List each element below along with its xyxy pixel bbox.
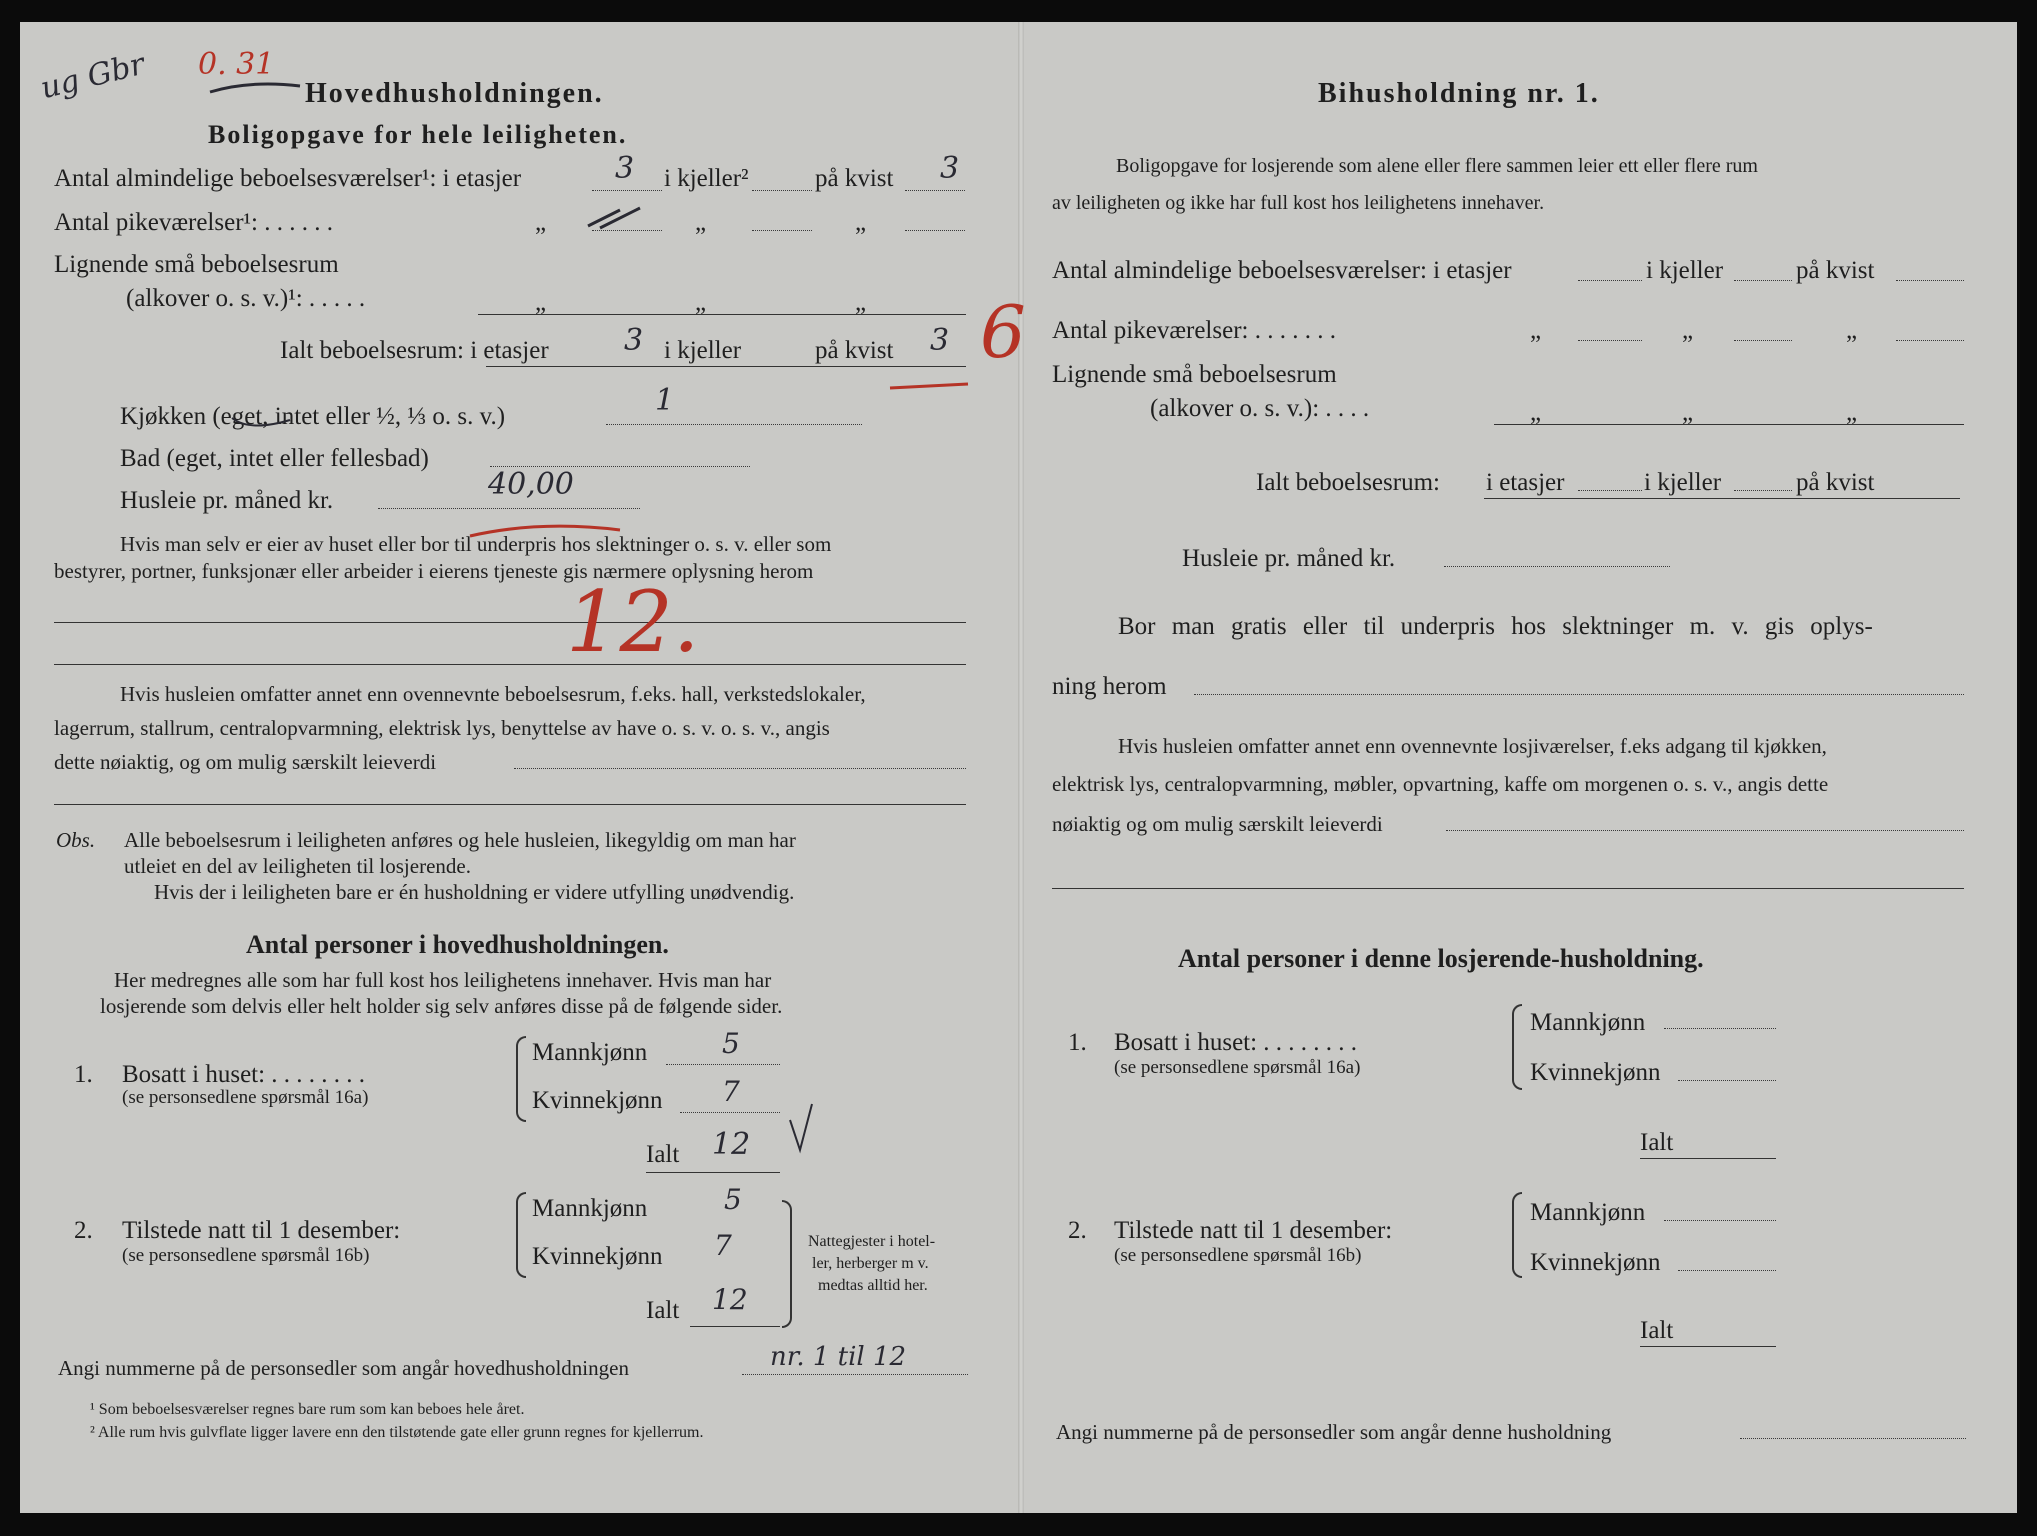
right-q1-number: 1.	[1068, 1029, 1087, 1056]
ditto-mark: „	[695, 289, 707, 316]
right-total-attic-label: på kvist	[1796, 469, 1875, 496]
ditto-mark: „	[1846, 399, 1858, 426]
numbers-label: Angi nummerne på de personsedler som angår hovedhusholdningen	[58, 1356, 629, 1380]
q2-number: 2.	[74, 1217, 93, 1244]
red-twelve-note: 12.	[566, 573, 700, 671]
right-rent-label: Husleie pr. måned kr.	[1182, 545, 1396, 572]
handwritten-corner-note: ug Gbr	[37, 46, 149, 107]
rooms-attic-label: på kvist	[815, 165, 894, 192]
right-gratis-line2: ning herom	[1052, 673, 1167, 700]
rooms-attic-value: 3	[940, 151, 960, 186]
ditto-mark: „	[535, 289, 547, 316]
q1-number: 1.	[74, 1061, 93, 1088]
includes-note-line1: Hvis husleien omfatter annet enn ovennevnte beboelsesrum, f.eks. hall, verkstedslokaler,	[120, 682, 866, 706]
kitchen-label: Kjøkken (eget, intet eller ½, ⅓ o. s. v.)	[120, 403, 506, 430]
footnote-1: ¹ Som beboelsesværelser regnes bare rum som kan beboes hele året.	[90, 1401, 525, 1418]
ditto-mark: „	[1846, 317, 1858, 344]
right-total-cellar-label: i kjeller	[1644, 469, 1722, 496]
check-mark	[790, 1104, 812, 1150]
obs-line1: Alle beboelsesrum i leiligheten anføres og hele husleien, likegyldig om man har	[124, 828, 796, 852]
q1-female-label: Kvinnekjønn	[532, 1087, 663, 1114]
owner-note-line2: bestyrer, portner, funksjonær eller arbeider i eierens tjeneste gis nærmere oplysning herom	[54, 559, 814, 583]
right-q1-female-label: Kvinnekjønn	[1530, 1059, 1661, 1086]
numbers-value: nr. 1 til 12	[770, 1342, 907, 1372]
right-total-floors-label: i etasjer	[1486, 469, 1565, 496]
q1-total-value: 12	[712, 1127, 751, 1162]
total-floors-value: 3	[624, 323, 644, 358]
kitchen-underline-stroke	[232, 418, 290, 426]
page-title: Hovedhusholdningen.	[305, 78, 604, 109]
night-note-line3: medtas alltid her.	[818, 1277, 928, 1294]
right-includes-line2: elektrisk lys, centralopvarmning, møbler, opvartning, kaffe om morgenen o. s. v., angis dette	[1052, 772, 1829, 796]
rent-label: Husleie pr. måned kr.	[120, 487, 334, 514]
rooms-label: Antal almindelige beboelsesværelser¹: i etasjer	[54, 165, 522, 192]
q2-female-value: 7	[714, 1229, 732, 1262]
obs-label: Obs.	[56, 828, 96, 852]
q1-total-label: Ialt	[646, 1141, 680, 1168]
q1-sub: (se personsedlene spørsmål 16a)	[122, 1087, 369, 1108]
right-cellar-label: i kjeller	[1646, 257, 1724, 284]
includes-note-line3: dette nøiaktig, og om mulig særskilt leieverdi	[54, 750, 437, 774]
right-small-rooms-label: Lignende små beboelsesrum	[1052, 361, 1337, 388]
corner-strike-stroke	[210, 84, 300, 92]
right-q1-total-label: Ialt	[1640, 1129, 1674, 1156]
right-includes-line1: Hvis husleien omfatter annet enn ovennevnte losjiværelser, f.eks adgang til kjøkken,	[1118, 734, 1827, 758]
right-rooms-label: Antal almindelige beboelsesværelser: i etasjer	[1052, 257, 1512, 284]
persons-heading: Antal personer i hovedhusholdningen.	[246, 930, 669, 959]
red-total-six: 6	[980, 290, 1026, 374]
right-q1-label: Bosatt i huset: . . . . . . . .	[1114, 1029, 1358, 1056]
right-q1-sub: (se personsedlene spørsmål 16a)	[1114, 1057, 1361, 1078]
right-q2-total-label: Ialt	[1640, 1317, 1674, 1344]
ditto-mark: „	[1530, 399, 1542, 426]
total-attic-label: på kvist	[815, 337, 894, 364]
right-q2-label: Tilstede natt til 1 desember:	[1114, 1217, 1393, 1244]
total-cellar-label: i kjeller	[664, 337, 742, 364]
q2-male-value: 5	[724, 1183, 742, 1216]
obs-line2: utleiet en del av leiligheten til losjerende.	[124, 854, 471, 878]
total-attic-value: 3	[930, 323, 950, 358]
small-rooms-label: Lignende små beboelsesrum	[54, 251, 339, 278]
rent-value: 40,00	[488, 467, 574, 502]
right-alcove-label: (alkover o. s. v.): . . . .	[1150, 395, 1370, 422]
red-rent-stroke	[470, 526, 620, 536]
q2-sub: (se personsedlene spørsmål 16b)	[122, 1245, 370, 1266]
night-note-line2: ler, herberger m v.	[812, 1255, 929, 1272]
q2-male-label: Mannkjønn	[532, 1195, 648, 1222]
right-q2-sub: (se personsedlene spørsmål 16b)	[1114, 1245, 1362, 1266]
q1-male-value: 5	[722, 1027, 740, 1060]
ditto-mark: „	[695, 209, 707, 236]
right-includes-line3: nøiaktig og om mulig særskilt leieverdi	[1052, 812, 1383, 836]
right-intro-line1: Boligopgave for losjerende som alene eller flere sammen leier ett eller flere rum	[1116, 155, 1758, 177]
q2-female-label: Kvinnekjønn	[532, 1243, 663, 1270]
ditto-mark: „	[855, 209, 867, 236]
q2-total-label: Ialt	[646, 1297, 680, 1324]
alcove-label: (alkover o. s. v.)¹: . . . . .	[126, 285, 366, 312]
q1-female-value: 7	[722, 1075, 740, 1108]
ditto-mark: „	[1530, 317, 1542, 344]
right-attic-label: på kvist	[1796, 257, 1875, 284]
right-gratis-line1: Bor man gratis eller til underpris hos slektninger m. v. gis oplys-	[1118, 613, 1873, 640]
right-q2-number: 2.	[1068, 1217, 1087, 1244]
rooms-floors-value: 3	[615, 151, 635, 186]
persons-note-line2: losjerende som delvis eller helt holder sig selv anføres disse på de følgende sider.	[100, 994, 783, 1018]
obs-line3: Hvis der i leiligheten bare er én husholdning er videre utfylling unødvendig.	[154, 880, 795, 904]
right-q1-male-label: Mannkjønn	[1530, 1009, 1646, 1036]
night-note-line1: Nattegjester i hotel-	[808, 1233, 936, 1250]
right-q2-female-label: Kvinnekjønn	[1530, 1249, 1661, 1276]
right-intro-line2: av leiligheten og ikke har full kost hos leilighetens innehaver.	[1052, 192, 1545, 214]
ditto-mark: „	[1682, 317, 1694, 344]
handwritten-red-corner-note: 0. 31	[198, 47, 275, 82]
red-total-underline	[890, 384, 968, 388]
q2-total-value: 12	[712, 1283, 748, 1316]
page-subtitle: Boligopgave for hele leiligheten.	[208, 120, 628, 149]
right-numbers-label: Angi nummerne på de personsedler som angår denne husholdning	[1056, 1420, 1612, 1444]
right-persons-heading: Antal personer i denne losjerende-husholdning.	[1178, 944, 1704, 973]
rooms-cellar-label: i kjeller²	[664, 165, 749, 192]
right-total-label: Ialt beboelsesrum:	[1256, 469, 1440, 496]
ditto-mark: „	[535, 209, 547, 236]
ditto-mark: „	[855, 289, 867, 316]
footnote-2: ² Alle rum hvis gulvflate ligger lavere enn den tilstøtende gate eller grunn regnes for kjellerrum.	[90, 1424, 704, 1441]
ditto-mark: „	[1682, 399, 1694, 426]
kitchen-value: 1	[655, 383, 675, 418]
bath-label: Bad (eget, intet eller fellesbad)	[120, 445, 429, 472]
persons-note-line1: Her medregnes alle som har full kost hos leilighetens innehaver. Hvis man har	[114, 968, 772, 992]
owner-note-line1: Hvis man selv er eier av huset eller bor til underpris hos slektninger o. s. v. eller som	[120, 532, 832, 556]
maid-rooms-label: Antal pikeværelser¹: . . . . . .	[54, 209, 333, 236]
maid-rooms-dash-stroke	[588, 208, 640, 228]
q1-label: Bosatt i huset: . . . . . . . .	[122, 1061, 366, 1088]
right-page-title: Bihusholdning nr. 1.	[1318, 78, 1600, 109]
right-q2-male-label: Mannkjønn	[1530, 1199, 1646, 1226]
right-maid-rooms-label: Antal pikeværelser: . . . . . . .	[1052, 317, 1336, 344]
q1-male-label: Mannkjønn	[532, 1039, 648, 1066]
q2-label: Tilstede natt til 1 desember:	[122, 1217, 401, 1244]
total-rooms-label: Ialt beboelsesrum: i etasjer	[280, 337, 549, 364]
includes-note-line2: lagerrum, stallrum, centralopvarmning, elektrisk lys, benyttelse av have o. s. v. o. s. v., angis	[54, 716, 830, 740]
